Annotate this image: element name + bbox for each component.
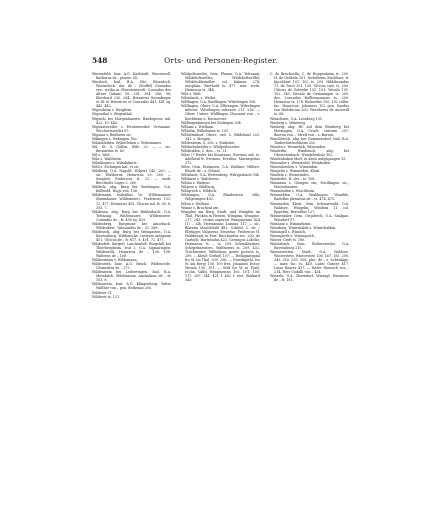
index-entry: Wiesenfeld, bair. A.G. Karlstadt, Wiesenvell. Barbarus de – pincer. 54. [92, 72, 171, 81]
index-entry: Wikingen s. Wekingen. Esc. [92, 136, 139, 141]
index-entry: Winnsporth s. Winnsporth. [270, 233, 315, 238]
index-entry: Winter, Greft ts. 180. [270, 237, 306, 242]
index-entry: Wilflingen, Oberr. O.A. Ellwangen. Wilvelingen inferior. Volvelingen inferiore 211. 256. — Oberr. Unterr. Wülflingen Chuonrat von – s. Kirchheim u. Rossnecset. [181, 104, 260, 121]
index-entry: Wingelin s. Wimmeden. Klein. [270, 169, 321, 174]
index-entry: Wiltzbach, O.A. Wertenberg. Wilrigesbach 394. [181, 173, 260, 178]
index-entry: Winchberch, abg. bei Gummersdorf, bad. B.A. Tauberbischofsheim 202. [270, 136, 349, 145]
index-entry: Wimmelden, O.A. Waiblingen. Winidde, Radolfus plenarius de – ts. 474. 475. [270, 193, 349, 202]
index-entry: Wiler, Gem. Distanzen. O.A. Waldsee. Willere. Rhode de – s. Schaal. [181, 165, 260, 174]
index-entry: Wimar s. Brachenl ate. [181, 205, 220, 210]
page-number: 548 [92, 56, 108, 65]
index-entry: Wigenheim s. Weighein. [92, 108, 133, 113]
index-entry: Wildenau, abg. Burg bei Bühlenbach, O.A. Tettnang. Wildenauwe. Wildenouwe. Conradus de – fr. 409 sq. 429. [92, 209, 171, 222]
index-entry: Wildenberg, Burgruine bei Amorbach. Wildenberc. Valesandus de – 52. 289. [92, 221, 171, 230]
index-entry: Wile s. Weil. [181, 92, 202, 97]
page-header [92, 56, 350, 68]
index-entry: Wiesloch, bad. B.A. Sitz, Wisenloch, Wiseneloch. dat. de – (Stoffel) Conradus reic. scriba in Oberstetenvelt. Conradus des Alters (Adam) 58. 281. 394. 286; 98; Eberhard 230. 284. Heinricus Swendinger et fil. et Heinricus et Conradus 441. 441 sq. 442. 442. [92, 80, 171, 109]
index-entry: Wilanbleiben. Wyherleben s. Wobemanee. [92, 140, 163, 145]
index-entry: Winachene, O.A. Leonberg 101. [270, 116, 323, 121]
index-entry: Wildberg, O.A. Nagold. Wilpert 145, 280. — sic. Waltherus. Heinricus 20. 269. — tivopluh; Fridericus fr. 21. — mult. Berchtolts Luges 2. 260. [92, 169, 171, 186]
index-entry: Wildenstein bei Leibertingen, bad. B.A. Messkirch. Wildenstain. Anshalmus de – fr. 103. 8. [92, 270, 171, 283]
index-entry: Wimmloiden s. Weichheim. [270, 189, 316, 194]
index-entry: Wildemann, Indutilius Ve. Wildemannus (Baumhauer Wildemeier). Fridericus 133. 12; 477. Heinricus 455. Ulricus mil. fr. 58. 8; 355. 7. [92, 193, 171, 210]
index-entry: Wildeneck, abg. Burg bei Weingarten, O.A. Ravensburg. Wildenecke. castrum antiquum 401. Ulricus de – fr. 817. 9. 401. 72. 477. [92, 229, 171, 242]
index-entry: Winderlet, H. der – ts. 108. [270, 177, 316, 182]
index-entry: Wilpere s. Wildberg. [181, 185, 216, 190]
index-entry: Winendorehen s. Wimendun. [270, 165, 319, 170]
index-entry: Wiltzingen, O.A. Blaubeuren. villa, Wilgeringen 402. [181, 193, 260, 202]
index-column-middle [181, 72, 260, 456]
index-entry: Wilenbach, s. Weiler. [181, 96, 216, 101]
index-entry: Windeln s. Wienwindes. [270, 173, 310, 178]
index-entry: Wigmar s. Beilhrem sic. [92, 132, 132, 137]
index-entry: Wimpfen am Berg, Stadt, und Wimpfen im Thal, Flecken in Hessen. Wimpina, Wimpine. 217. 243. civitas superior Wimpinensis 424 (1) – alb. Hermannus Lamina 117 — sic. Bilentia Madolchild 482; Coblüd, C. de ;; Eltringer, Vulporius; Ernestus; Fridericus H. Heilibrand; in Forr, Burchardus sec. 200. de Gartach; Bartrandus 422. Gerungus Lobelio; Hermanus ts. – ts. 209. Schenkheimer, Schepelmeisters, Walthierus ts. 209. 432. Truchsenzer, Wilhelmus gener pictoris ts. 209. — Kleuf; Gerhelt 107; — Heiligmiesptal fro W. Im Thal. 209. 236; — Praedigerhl. fro W. am Berg) 100. 100 fres. Johannes lector, Wesalo 100. 101. — Stift (se W. in Thal); ecclia. Vallis Wimpinensis 100. 101. 100. 117. 209. 344. 421 f. 482 f. rest. Burkard 343. [181, 209, 260, 283]
index-entry: Wildenmann s. Wildemann. [92, 258, 138, 263]
index-entry: Wiliun s. Walteuc. [181, 181, 211, 186]
index-entry: Wildreer 21. [92, 290, 113, 295]
index-entry: Wilham s. Wielham. [181, 124, 215, 129]
index-entry: Wilflingen, O.A. Riedlingen. Wilvelingen 208. [181, 100, 257, 105]
index-entry: Wildstallen, C. den. – ts. 31. [181, 148, 228, 153]
index-entry: Wighartsweiler s. Heutenweiler. Ortsname. Wicchertsweiler 67. [92, 124, 171, 133]
index-entry: Winzeln, O.A. Oberndorf. Winzagl. Heinricus de – fr. 181. [270, 274, 349, 283]
index-entry: Wildenfels, bürgerl. Lauckenhöf, Burgstall bei Thierbergheim, leut 2. O.A. Sigmaringen. Wildenvels. Heinricus de – 108. 108. Walterus de – 108. [92, 241, 171, 259]
index-entry: Wildeck, abg. Burg bei Sindringen, O.A. Kellwold. Hugo von. 156. [92, 185, 171, 194]
index-entry: Winirhein, Winirshalde s. Winirrhalden. [270, 225, 337, 230]
index-entry: Winendoe s. Weinsiedel, Weinbeden. [270, 161, 332, 166]
index-entry: Wil s. Weil. [92, 152, 111, 157]
index-entry: Winmann s. Giengen ein; Nördlingen sic.; Winterhausen. [270, 181, 349, 190]
index-entry: Windenhuken Morl, in Kreis aufgegangen 19. [270, 156, 347, 161]
index-entry: Wilzgrech s. Wildeck. [181, 189, 218, 194]
index-entry: Wignelo bei Morgenhausen. Raedegerus mil. 422. 19. 440. [92, 116, 171, 125]
index-entry: Wild s. Eichingen kat. et sic. [92, 165, 140, 170]
index-entry: Winderlin, Windeinch, abg. bei Oberrotenbach, Wundelenholz 102. [270, 148, 349, 157]
index-entry: Wilhelmsdorf, Oberr., ord. 5. Wildeland 203. 341. s. Morgen. [181, 132, 260, 141]
running-title: Orts- und Personen-Register. [164, 56, 278, 65]
index-entry: Winterstetten, Stadt, O.A. Waldsee. Winterstete, Winterstete 106. 167. 183. 200. 343. 355. 353. 356. plac. de – s. Schenkige. — mier. fac. ts. 449. Lutzo Gunzer 417. Lutse Bayrer 417. — Ritter Heinrich von – 214. Herr Uodalh von – 434. [270, 250, 349, 275]
index-entry: Wila s. Waibheim. [92, 156, 122, 161]
index-entry: Wildenheim, S. 256. s. Einkeitei. [181, 140, 236, 145]
index-entry: Wiltlaere s. Walckeren. [181, 177, 220, 182]
index-entry: C. de Bruchsella; C. de Hoppenheim ts. 209. H. de Gräbeln 101. Nebelerius Kirchhart, fr. Kyrchhart 101. 102 ts. 209. Hildebrandus 73. de Turvi 101. 109. Ulricus cust. ts. 209. Ulricus de Gebreke 101. 101. Wesalo 101. 102. 343. Wesalo de Gemmingen ts. 209. des. Conradus Hellbrunnensis ts. 209. Heinricus ts. 178. Richardus 100. 102 celler. fac. Heinricus; Johannes 102 gen. Dardus von Heilsbronn 200. Wernherus de Aurewill ts. 68. [270, 72, 349, 117]
index-entry: Winberg s. Weinberg. [270, 120, 307, 125]
index-entry: Wilhelm, Wilhelmine ts. 101. [181, 128, 230, 133]
index-entry: Wildenstein, bair. A.G. Klingenberg. Ritter Walther von – gen. Rothenas 205. [92, 282, 171, 291]
index-entry: Wigenthal s. Wegenthal. [92, 112, 133, 117]
index-entry: Wilun s. Walleau. [181, 201, 210, 206]
index-columns [92, 72, 350, 456]
index-entry: Wildenroth, bair. A.G. Bruck. Wildenrode. Chunradus de – 273. [92, 262, 171, 271]
index-entry: Winmentaler, Gem. Ostjaferch, O.A. Saalgau. Winsdorf 57. [270, 213, 349, 222]
index-entry: Wiladaraire s. Wiladaharie. [92, 161, 138, 166]
index-entry: Wildreer ts. 121. [92, 294, 121, 299]
index-entry: Winnagell s. Winnich. [270, 229, 307, 234]
index-entry: Wimhain s. Wimmeheim. [270, 221, 312, 226]
index-entry: Wimmeden, Klein-, Gem. Schwarzwild, O.A. Waldsee. Wingelin, Windesa 11. col. Eppelius, Bertoldus 127. [270, 201, 349, 214]
index-entry: Wildpoltsweiler, Gem. Flaxen, O.A. Tettnang. Wildeboltswiller, Wildeboltswiller, Wildeboldeswiller. col. Kalman 274, niocplain. Berthold ts. 477. rent. scrib. Heinricus ts. 344. [181, 72, 260, 93]
index-entry: Winberg, abg. Hf. auf dem Weinberg bei Metzingen, O.A. Urach. castrum 207. Burron von –, Strelf von – s. Burron. [270, 124, 349, 137]
index-column-left [92, 72, 171, 456]
index-entry: Wilflingenhausen bei Esslingen 304. [181, 120, 242, 125]
index-entry: Wiler (? Weiler bei Konstanz). Evirinus mil. ts. Adelheid fr. Evirinus, Everilus. Marnegeitus 272. [181, 152, 260, 166]
index-column-right [270, 72, 349, 456]
index-entry: Winden s. Wenneheh, Wiesenden. [270, 144, 327, 149]
index-entry: Wildnebulweiler s. Wildpoltsweiler. [181, 144, 240, 149]
index-entry: Winterbach, Gem. Wolterzweiler, O.A. Ravensburg 215. [270, 241, 349, 251]
index-entry: Wil, St. S. Gallen. Wile. 20. — — sic. Bernardus ts. 60. [92, 144, 171, 153]
